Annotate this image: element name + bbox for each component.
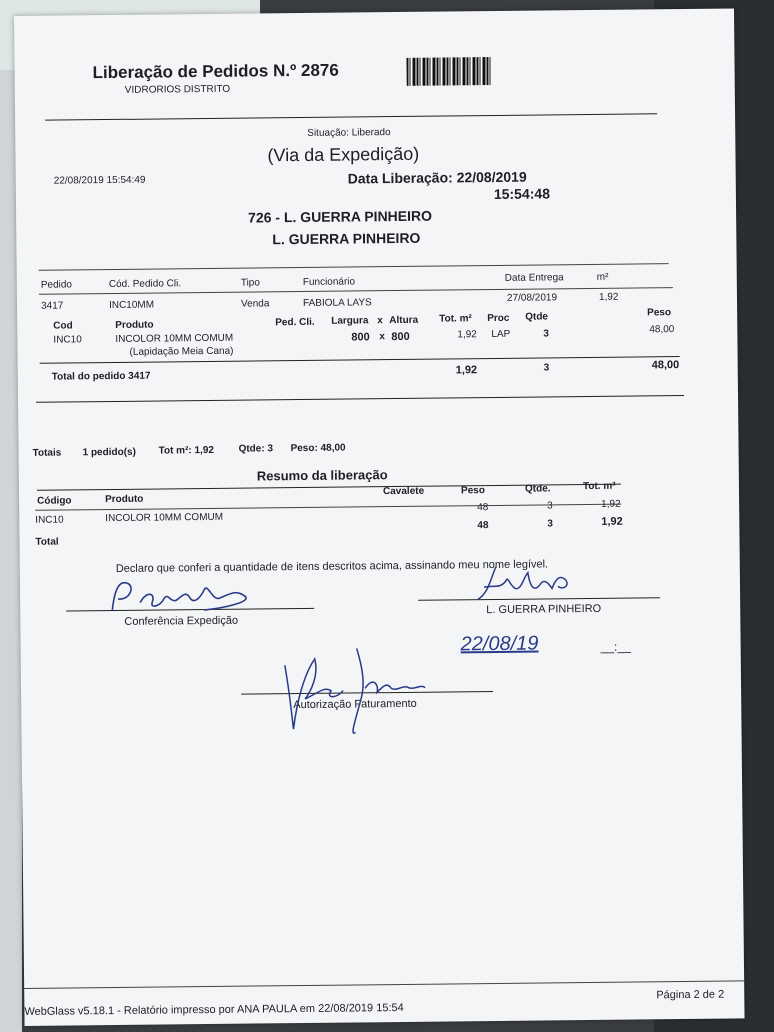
item-col-proc: Proc [487,312,510,325]
copy-label: (Via da Expedição) [267,143,420,166]
divider [45,113,657,120]
item-col-ped-cli: Ped. Cli. [275,316,315,329]
order-total-label: Total do pedido 3417 [51,370,151,383]
client-signature-label: L. GUERRA PINHEIRO [486,602,602,617]
totals-peso: Peso: 48,00 [290,442,346,455]
barcode [406,57,490,86]
col-funcionario: Funcionário [302,276,356,288]
item-peso: 48,00 [649,324,675,336]
summary-peso: 48 [477,502,489,514]
item-col-peso: Peso [647,307,672,319]
summary-title: Resumo da liberação [256,467,388,484]
summary-total-peso: 48 [477,520,489,532]
summary-qtde: 3 [547,500,553,512]
item-proc: LAP [491,328,511,341]
cell-m2: 1,92 [598,291,619,303]
item-altura: 800 [391,330,410,344]
footer-rule [24,980,744,989]
summary-total-m2: 1,92 [601,515,623,528]
totals-pedidos: 1 pedido(s) [82,446,136,459]
summary-produto: INCOLOR 10MM COMUM [105,511,224,525]
item-produto: INCOLOR 10MM COMUM [115,332,234,345]
summary-col-produto: Produto [105,493,144,506]
release-time: 15:54:48 [493,185,551,202]
conferencia-label: Conferência Expedição [124,614,239,628]
client-line: 726 - L. GUERRA PINHEIRO [248,207,433,226]
item-cod: INC10 [53,334,82,346]
order-total-qtde: 3 [543,362,550,374]
item-col-largura: Largura [331,315,369,327]
summary-col-peso: Peso [460,485,485,497]
table-top-rule [39,263,669,271]
summary-total-qtde: 3 [547,518,553,530]
summary-tot-m2: 1,92 [601,498,621,510]
order-total-peso: 48,00 [651,359,680,372]
col-cod-cli: Cód. Pedido Cli. [108,278,182,291]
summary-col-cavalete: Cavalete [382,485,425,498]
item-col-produto: Produto [115,319,154,331]
summary-col-codigo: Código [37,495,72,507]
situation: Situação: Liberado [307,127,391,139]
handwritten-date: 22/08/19 [460,632,539,656]
client-name: L. GUERRA PINHEIRO [272,229,421,248]
item-col-cod: Cod [53,320,73,332]
cell-pedido: 3417 [40,300,64,312]
footer-print-info: WebGlass v5.18.1 - Relatório impresso por ANA PAULA em 22/08/2019 15:54 [24,1001,404,1018]
totals-qtde: Qtde: 3 [238,443,274,455]
date-time-blank: __:__ [600,639,631,654]
cell-cod-cli: INC10MM [108,299,155,312]
table-bottom-rule [36,395,684,403]
item-x: x [379,331,385,343]
print-datetime: 22/08/2019 15:54:49 [53,174,146,187]
item-largura: 800 [351,331,370,344]
item-qtde: 3 [543,328,549,340]
col-data-entrega: Data Entrega [504,272,564,284]
item-col-tot-m2: Tot. m² [439,313,472,325]
company-name: VIDRORIOS DISTRITO [124,83,231,96]
summary-col-tot-m2: Tot. m² [582,480,616,493]
client-signature [470,558,591,608]
col-pedido: Pedido [40,279,73,291]
summary-total-label: Total [35,536,59,548]
release-date: Data Liberação: 22/08/2019 [347,168,527,187]
order-total-m2: 1,92 [455,364,478,377]
item-col-qtde: Qtde [525,311,549,323]
page-number: Página 2 de 2 [656,988,725,1002]
item-col-altura: Altura [389,314,419,327]
totals-m2: Tot m²: 1,92 [158,444,215,457]
conferencia-signature [104,571,285,622]
declaration: Declaro que conferi a quantidade de itens descritos acima, assinando meu nome legível. [115,558,549,575]
document-page [14,8,745,1025]
summary-codigo: INC10 [35,514,64,526]
item-obs: (Lapidação Meia Cana) [129,345,234,358]
totals-label: Totais [32,447,62,459]
summary-col-qtde: Qtde. [524,483,551,495]
item-tot-m2: 1,92 [457,329,477,341]
autorizacao-label: Autorização Faturamento [293,697,417,712]
cell-funcionario: FABIOLA LAYS [302,297,372,309]
col-tipo: Tipo [240,277,260,289]
cell-data-entrega: 27/08/2019 [506,292,558,304]
document-title: Liberação de Pedidos N.º 2876 [92,60,339,83]
col-m2: m² [596,271,609,283]
autorizacao-signature [264,628,445,745]
cell-tipo: Venda [240,298,270,310]
item-col-x: x [377,315,383,327]
